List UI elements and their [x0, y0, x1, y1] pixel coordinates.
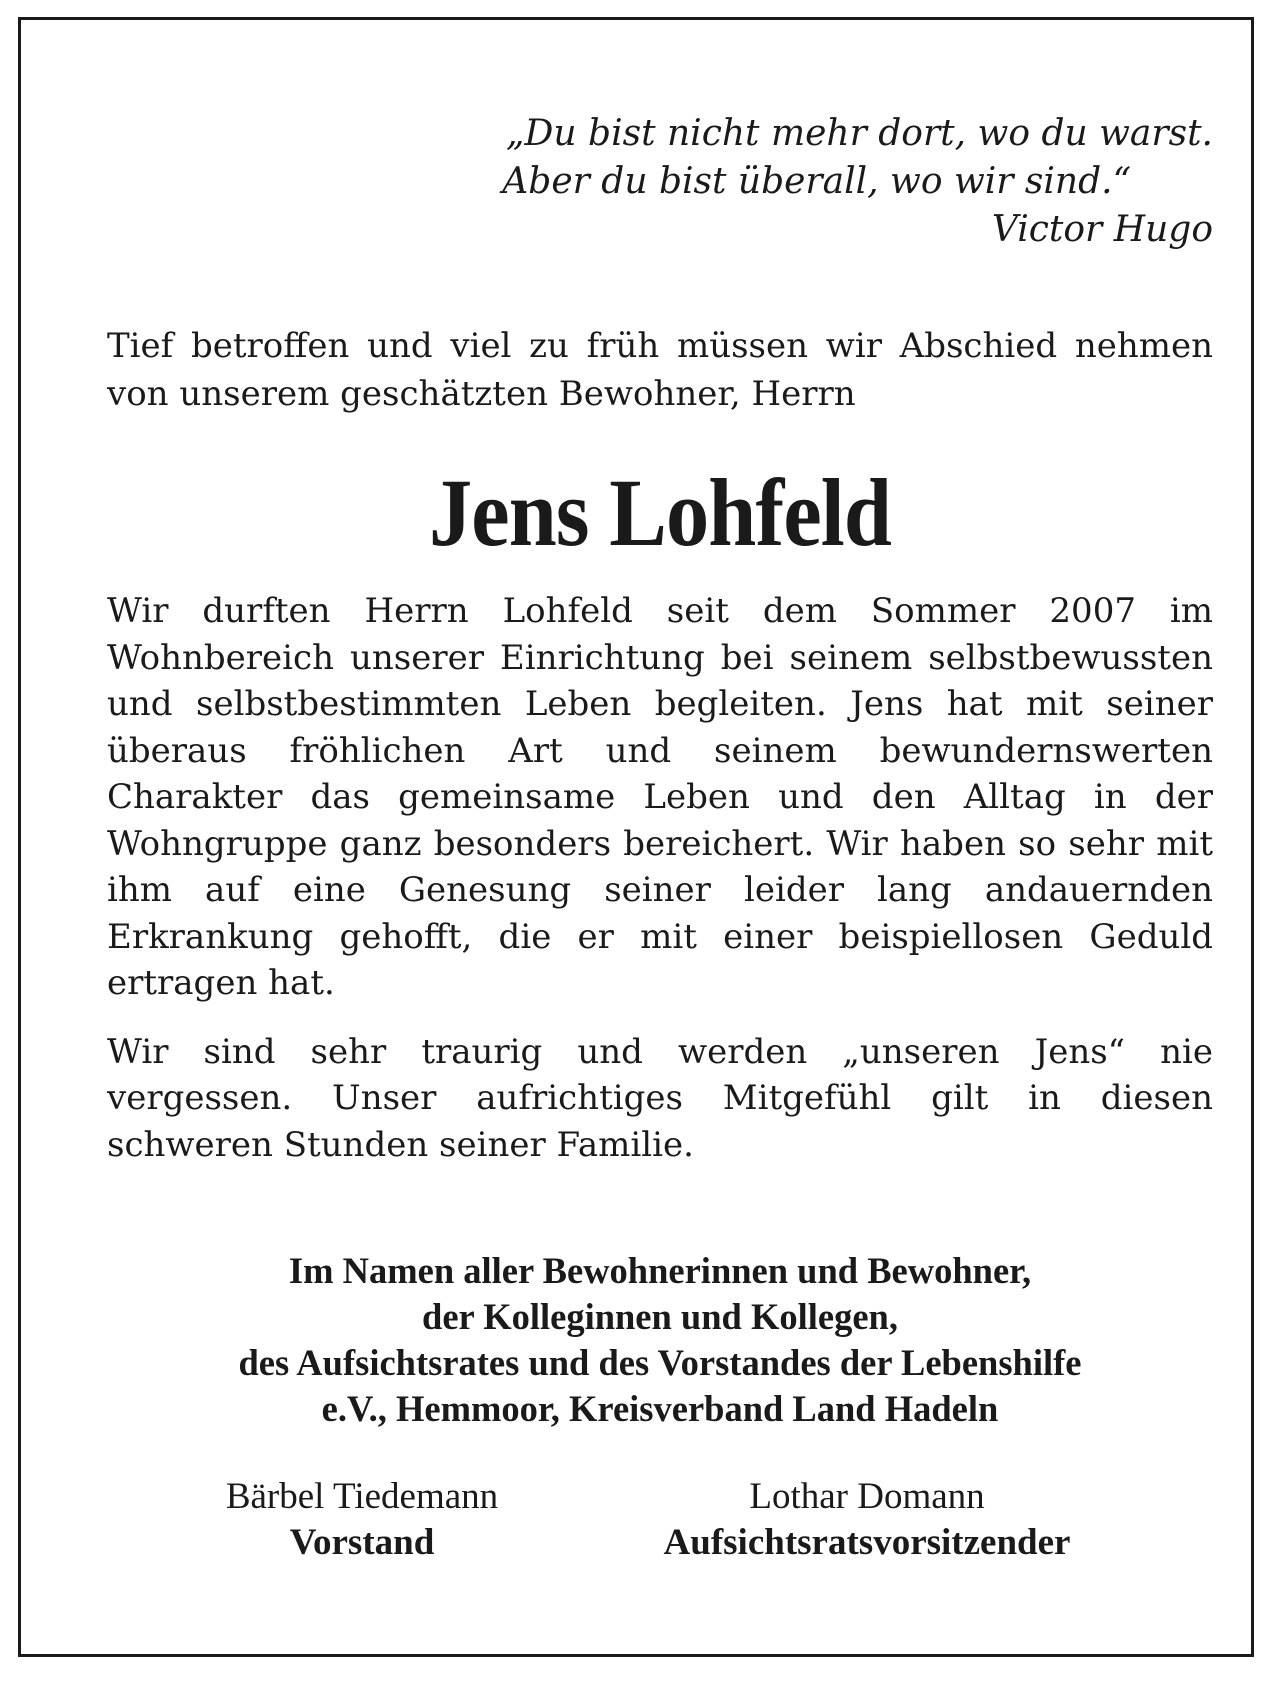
notice-content [107, 110, 1213, 1574]
quote-author: Victor Hugo [991, 209, 1213, 250]
signoff-line-1: Im Namen aller Bewohnerinnen und Bewohner, [288, 1250, 1032, 1291]
signers [107, 1474, 1213, 1574]
signer-1-role: Vorstand [289, 1522, 435, 1563]
tribute-paragraph-1: Wir durften Herrn Lohfeld seit dem Sommer 2007 im Wohnbereich unserer Einrichtung bei seinem selbstbewussten und selbstbestimmten Leben begleiten. Jens hat mit seiner überaus fröhlichen Art und seinem bewundernswerten Charakter das gemeinsame Leben und den Alltag in der Wohngruppe ganz besonders bereichert. Wir haben so sehr mit ihm auf eine Genesung seiner leider lang andauernden Erkrankung gehofft, die er mit einer beispiellosen Geduld ertragen hat. [107, 591, 1213, 1003]
signoff-block [107, 1248, 1213, 1432]
signer-1 [177, 1474, 547, 1566]
signer-2 [597, 1474, 1137, 1566]
notice-frame [18, 17, 1254, 1657]
signer-1-name: Bärbel Tiedemann [225, 1476, 499, 1517]
signoff-line-2: der Kolleginnen und Kollegen, [422, 1296, 898, 1337]
signoff-line-4: e.V., Hemmoor, Kreisverband Land Hadeln [321, 1388, 999, 1429]
deceased-name: Jens Lohfeld [428, 459, 892, 566]
quote-line-1: „Du bist nicht mehr dort, wo du warst. [505, 113, 1213, 154]
tribute-paragraph-2: Wir sind sehr traurig und werden „unseren Jens“ nie vergessen. Unser aufrichtiges Mitgefühl gilt in diesen schweren Stunden seiner Familie. [107, 1031, 1213, 1165]
quote-line-2: Aber du bist überall, wo wir sind.“ [502, 161, 1131, 202]
intro-text: Tief betroffen und viel zu früh müssen wir Abschied nehmen von unserem geschätzten Bewohner, Herrn [107, 326, 1213, 414]
signoff-line-3: des Aufsichtsrates und des Vorstandes der Lebenshilfe [238, 1342, 1082, 1383]
signer-2-name: Lothar Domann [749, 1476, 985, 1517]
signer-2-role: Aufsichtsratsvorsitzender [663, 1522, 1071, 1563]
epigraph-quote [107, 110, 1213, 254]
